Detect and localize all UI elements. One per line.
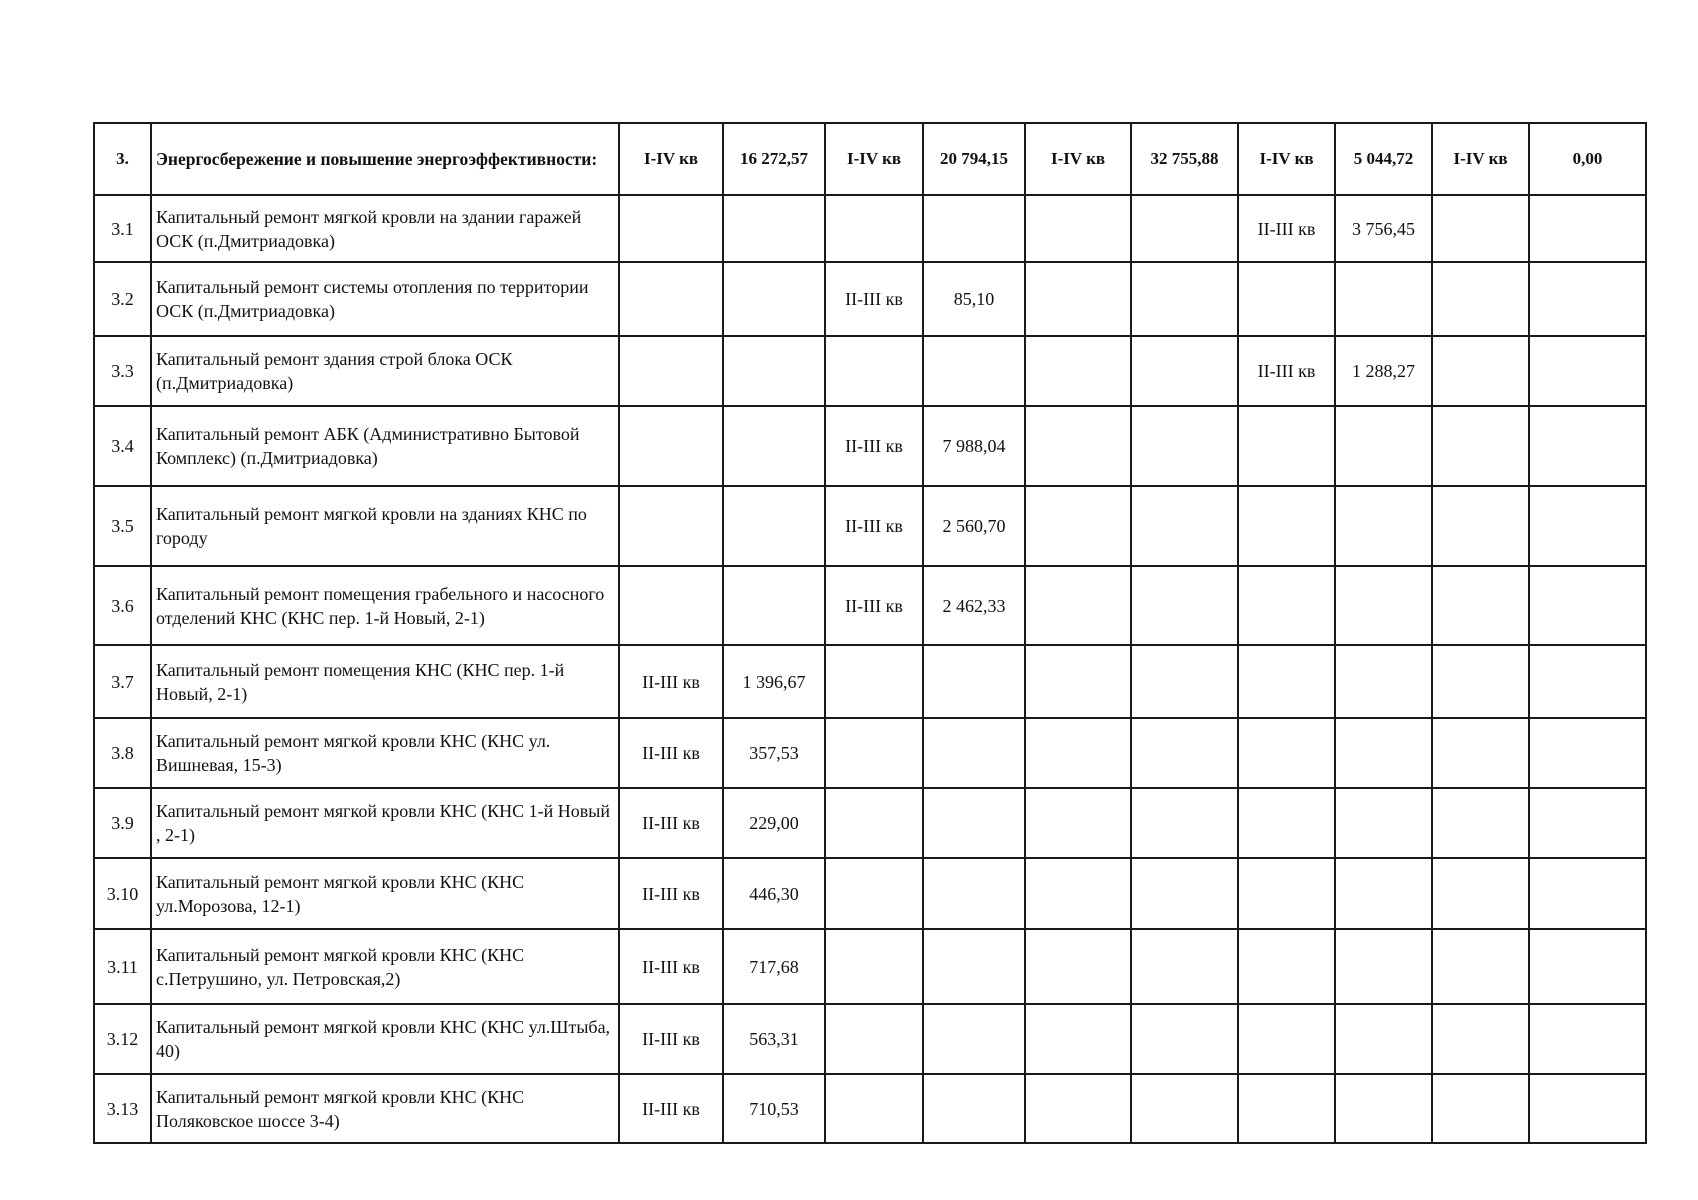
period-cell xyxy=(1432,566,1529,645)
amount-cell xyxy=(1529,486,1646,566)
section-period-5: I-IV кв xyxy=(1432,123,1529,195)
amount-cell xyxy=(1335,929,1432,1004)
row-number: 3.6 xyxy=(94,566,151,645)
period-cell: II-III кв xyxy=(619,645,723,718)
work-description: Капитальный ремонт системы отопления по территории ОСК (п.Дмитриадовка) xyxy=(151,262,619,336)
period-cell xyxy=(619,262,723,336)
amount-cell xyxy=(1335,406,1432,486)
amount-cell: 446,30 xyxy=(723,858,825,929)
program-table xyxy=(93,122,1647,1144)
period-cell xyxy=(825,788,923,858)
period-cell xyxy=(825,1004,923,1074)
section-amount-2: 20 794,15 xyxy=(923,123,1025,195)
amount-cell: 1 288,27 xyxy=(1335,336,1432,406)
amount-cell xyxy=(923,718,1025,788)
amount-cell xyxy=(1529,336,1646,406)
period-cell xyxy=(1432,718,1529,788)
period-cell xyxy=(619,406,723,486)
amount-cell xyxy=(1131,788,1238,858)
amount-cell xyxy=(723,406,825,486)
amount-cell xyxy=(1529,1004,1646,1074)
table-row xyxy=(94,788,1646,858)
period-cell xyxy=(1432,929,1529,1004)
period-cell xyxy=(825,929,923,1004)
table-row xyxy=(94,929,1646,1004)
period-cell xyxy=(825,858,923,929)
period-cell xyxy=(1238,1004,1335,1074)
amount-cell xyxy=(723,336,825,406)
period-cell xyxy=(825,1074,923,1143)
amount-cell xyxy=(1529,195,1646,262)
section-period-2: I-IV кв xyxy=(825,123,923,195)
row-number: 3.4 xyxy=(94,406,151,486)
section-amount-3: 32 755,88 xyxy=(1131,123,1238,195)
amount-cell xyxy=(1529,406,1646,486)
period-cell xyxy=(1025,195,1131,262)
section-amount-1: 16 272,57 xyxy=(723,123,825,195)
period-cell xyxy=(1238,718,1335,788)
period-cell: II-III кв xyxy=(825,406,923,486)
period-cell: II-III кв xyxy=(1238,195,1335,262)
amount-cell xyxy=(1529,858,1646,929)
amount-cell xyxy=(1529,566,1646,645)
table-row xyxy=(94,1004,1646,1074)
work-description: Капитальный ремонт мягкой кровли на здании гаражей ОСК (п.Дмитриадовка) xyxy=(151,195,619,262)
period-cell: II-III кв xyxy=(825,486,923,566)
amount-cell xyxy=(923,1004,1025,1074)
amount-cell xyxy=(723,262,825,336)
row-number: 3.12 xyxy=(94,1004,151,1074)
period-cell xyxy=(619,566,723,645)
table-row xyxy=(94,195,1646,262)
section-period-4: I-IV кв xyxy=(1238,123,1335,195)
section-title: Энергосбережение и повышение энергоэффективности: xyxy=(151,123,619,195)
amount-cell xyxy=(923,788,1025,858)
row-number: 3.2 xyxy=(94,262,151,336)
period-cell xyxy=(1238,645,1335,718)
amount-cell xyxy=(1335,645,1432,718)
period-cell xyxy=(1432,858,1529,929)
period-cell xyxy=(1025,718,1131,788)
period-cell xyxy=(1432,1074,1529,1143)
amount-cell xyxy=(1131,195,1238,262)
amount-cell xyxy=(1335,1004,1432,1074)
amount-cell xyxy=(1335,718,1432,788)
period-cell xyxy=(1025,645,1131,718)
period-cell xyxy=(619,195,723,262)
period-cell xyxy=(1238,262,1335,336)
work-description: Капитальный ремонт мягкой кровли КНС (КНС ул.Штыба, 40) xyxy=(151,1004,619,1074)
period-cell xyxy=(1432,788,1529,858)
period-cell xyxy=(1238,1074,1335,1143)
amount-cell xyxy=(1529,1074,1646,1143)
period-cell xyxy=(1025,1074,1131,1143)
amount-cell xyxy=(1131,406,1238,486)
period-cell xyxy=(1432,486,1529,566)
row-number: 3.5 xyxy=(94,486,151,566)
amount-cell xyxy=(1335,566,1432,645)
table-row xyxy=(94,406,1646,486)
work-description: Капитальный ремонт мягкой кровли на зданиях КНС по городу xyxy=(151,486,619,566)
period-cell xyxy=(1432,1004,1529,1074)
amount-cell: 2 560,70 xyxy=(923,486,1025,566)
amount-cell: 85,10 xyxy=(923,262,1025,336)
period-cell: II-III кв xyxy=(619,1004,723,1074)
period-cell xyxy=(1238,406,1335,486)
row-number: 3.7 xyxy=(94,645,151,718)
period-cell xyxy=(1025,929,1131,1004)
period-cell xyxy=(825,718,923,788)
amount-cell xyxy=(1131,336,1238,406)
period-cell: II-III кв xyxy=(1238,336,1335,406)
amount-cell xyxy=(923,929,1025,1004)
table-row xyxy=(94,486,1646,566)
period-cell xyxy=(1432,195,1529,262)
amount-cell xyxy=(923,1074,1025,1143)
amount-cell: 7 988,04 xyxy=(923,406,1025,486)
work-description: Капитальный ремонт мягкой кровли КНС (КНС ул. Вишневая, 15-3) xyxy=(151,718,619,788)
work-description: Капитальный ремонт помещения КНС (КНС пер. 1-й Новый, 2-1) xyxy=(151,645,619,718)
section-period-1: I-IV кв xyxy=(619,123,723,195)
period-cell: II-III кв xyxy=(619,788,723,858)
period-cell: II-III кв xyxy=(619,929,723,1004)
row-number: 3.11 xyxy=(94,929,151,1004)
row-number: 3.1 xyxy=(94,195,151,262)
amount-cell: 3 756,45 xyxy=(1335,195,1432,262)
period-cell xyxy=(1025,858,1131,929)
amount-cell: 357,53 xyxy=(723,718,825,788)
period-cell xyxy=(1432,406,1529,486)
amount-cell xyxy=(1131,645,1238,718)
amount-cell xyxy=(1529,929,1646,1004)
amount-cell xyxy=(1131,262,1238,336)
amount-cell xyxy=(1131,486,1238,566)
amount-cell xyxy=(1335,1074,1432,1143)
work-description: Капитальный ремонт мягкой кровли КНС (КНС ул.Морозова, 12-1) xyxy=(151,858,619,929)
period-cell xyxy=(825,336,923,406)
table-row xyxy=(94,858,1646,929)
amount-cell xyxy=(1335,486,1432,566)
work-description: Капитальный ремонт мягкой кровли КНС (КНС с.Петрушино, ул. Петровская,2) xyxy=(151,929,619,1004)
table-row xyxy=(94,566,1646,645)
period-cell xyxy=(1238,858,1335,929)
amount-cell xyxy=(1131,718,1238,788)
amount-cell xyxy=(723,195,825,262)
row-number: 3.8 xyxy=(94,718,151,788)
amount-cell: 717,68 xyxy=(723,929,825,1004)
amount-cell: 1 396,67 xyxy=(723,645,825,718)
period-cell xyxy=(1025,1004,1131,1074)
amount-cell: 2 462,33 xyxy=(923,566,1025,645)
section-amount-5: 0,00 xyxy=(1529,123,1646,195)
row-number: 3.13 xyxy=(94,1074,151,1143)
period-cell xyxy=(1238,929,1335,1004)
amount-cell xyxy=(1335,858,1432,929)
period-cell xyxy=(1025,788,1131,858)
section-period-3: I-IV кв xyxy=(1025,123,1131,195)
period-cell xyxy=(1432,262,1529,336)
work-description: Капитальный ремонт АБК (Административно Бытовой Комплекс) (п.Дмитриадовка) xyxy=(151,406,619,486)
period-cell xyxy=(825,195,923,262)
period-cell xyxy=(1432,336,1529,406)
work-description: Капитальный ремонт мягкой кровли КНС (КНС Поляковское шоссе 3-4) xyxy=(151,1074,619,1143)
period-cell xyxy=(1238,486,1335,566)
amount-cell xyxy=(923,858,1025,929)
amount-cell xyxy=(1335,262,1432,336)
period-cell: II-III кв xyxy=(825,566,923,645)
amount-cell xyxy=(723,566,825,645)
period-cell xyxy=(619,336,723,406)
period-cell xyxy=(1025,336,1131,406)
amount-cell xyxy=(723,486,825,566)
amount-cell: 710,53 xyxy=(723,1074,825,1143)
amount-cell xyxy=(1131,1074,1238,1143)
period-cell: II-III кв xyxy=(619,858,723,929)
period-cell xyxy=(1238,566,1335,645)
period-cell: II-III кв xyxy=(619,718,723,788)
amount-cell: 563,31 xyxy=(723,1004,825,1074)
period-cell xyxy=(825,645,923,718)
row-number: 3.9 xyxy=(94,788,151,858)
section-row xyxy=(94,123,1646,195)
row-number: 3.10 xyxy=(94,858,151,929)
period-cell: II-III кв xyxy=(619,1074,723,1143)
amount-cell xyxy=(1131,1004,1238,1074)
work-description: Капитальный ремонт мягкой кровли КНС (КНС 1-й Новый , 2-1) xyxy=(151,788,619,858)
amount-cell xyxy=(1131,858,1238,929)
row-number: 3.3 xyxy=(94,336,151,406)
amount-cell xyxy=(1529,645,1646,718)
period-cell xyxy=(1025,486,1131,566)
section-amount-4: 5 044,72 xyxy=(1335,123,1432,195)
period-cell xyxy=(1025,566,1131,645)
amount-cell xyxy=(1131,566,1238,645)
period-cell xyxy=(1025,262,1131,336)
table-row xyxy=(94,1074,1646,1143)
section-number: 3. xyxy=(94,123,151,195)
amount-cell xyxy=(923,195,1025,262)
table-row xyxy=(94,645,1646,718)
amount-cell xyxy=(1529,262,1646,336)
amount-cell xyxy=(1529,718,1646,788)
table-row xyxy=(94,718,1646,788)
amount-cell xyxy=(1335,788,1432,858)
amount-cell xyxy=(1529,788,1646,858)
period-cell xyxy=(1432,645,1529,718)
period-cell xyxy=(1025,406,1131,486)
table-row xyxy=(94,262,1646,336)
table-row xyxy=(94,336,1646,406)
period-cell xyxy=(1238,788,1335,858)
work-description: Капитальный ремонт помещения грабельного и насосного отделений КНС (КНС пер. 1-й Новый, 2-1) xyxy=(151,566,619,645)
period-cell: II-III кв xyxy=(825,262,923,336)
amount-cell: 229,00 xyxy=(723,788,825,858)
amount-cell xyxy=(923,645,1025,718)
amount-cell xyxy=(923,336,1025,406)
work-description: Капитальный ремонт здания строй блока ОСК (п.Дмитриадовка) xyxy=(151,336,619,406)
amount-cell xyxy=(1131,929,1238,1004)
period-cell xyxy=(619,486,723,566)
